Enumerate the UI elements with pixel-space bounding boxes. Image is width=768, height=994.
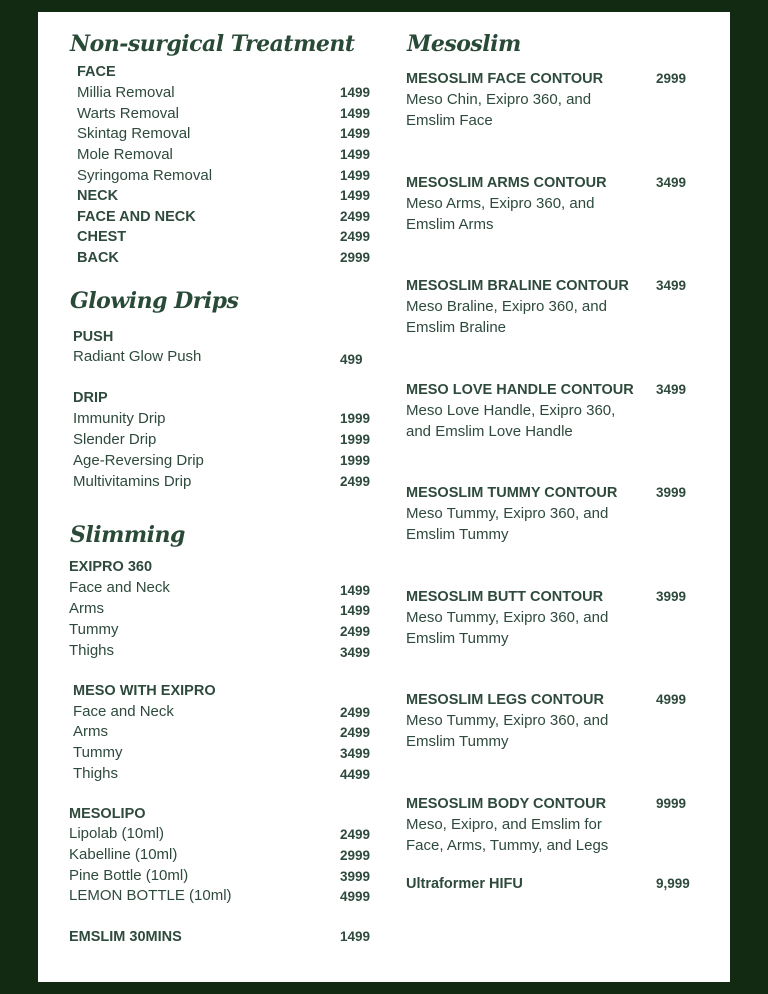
group-heading: FACE xyxy=(77,64,116,80)
package-name: MESOSLIM ARMS CONTOUR xyxy=(406,175,607,191)
package-description: Emslim Tummy xyxy=(406,630,509,647)
item-price: 2499 xyxy=(340,827,371,842)
item-name: Tummy xyxy=(73,744,123,761)
item-name: NECK xyxy=(77,188,119,204)
item-name: Tummy xyxy=(69,621,119,638)
package-price: 3999 xyxy=(656,589,687,604)
package-name: MESOSLIM BRALINE CONTOUR xyxy=(406,278,629,294)
item-price: 1499 xyxy=(340,603,371,618)
item-name: Immunity Drip xyxy=(73,410,166,427)
package-description: Meso Tummy, Exipro 360, and xyxy=(406,505,609,522)
group-heading: EXIPRO 360 xyxy=(69,559,153,575)
item-name: Arms xyxy=(73,723,108,740)
item-price: 3499 xyxy=(340,746,371,761)
package-name: MESO LOVE HANDLE CONTOUR xyxy=(406,382,634,398)
item-price: 1499 xyxy=(340,147,371,162)
item-price: 4999 xyxy=(340,889,371,904)
package-price: 3499 xyxy=(656,382,687,397)
item-price: 3999 xyxy=(340,869,371,884)
package-price: 4999 xyxy=(656,692,687,707)
item-name: Mole Removal xyxy=(77,146,173,163)
package-name: MESOSLIM FACE CONTOUR xyxy=(406,71,604,87)
package-description: Meso Tummy, Exipro 360, and xyxy=(406,609,609,626)
item-price: 1499 xyxy=(340,85,371,100)
package-name: MESOSLIM BODY CONTOUR xyxy=(406,796,607,812)
item-price: 1499 xyxy=(340,583,371,598)
item-name: Face and Neck xyxy=(73,703,174,720)
item-name: Warts Removal xyxy=(77,105,179,122)
item-name: Age-Reversing Drip xyxy=(73,452,204,469)
item-price: 1499 xyxy=(340,106,371,121)
section-title: Non-surgical Treatment xyxy=(70,31,355,57)
package-price: 9999 xyxy=(656,796,687,811)
item-price: 2999 xyxy=(340,848,371,863)
group-heading: MESOLIPO xyxy=(69,806,146,822)
group-heading: MESO WITH EXIPRO xyxy=(73,683,216,699)
package-description: Meso Arms, Exipro 360, and xyxy=(406,195,595,212)
section-title: Slimming xyxy=(70,522,185,548)
package-description: Meso Chin, Exipro 360, and xyxy=(406,91,592,108)
item-price: 1499 xyxy=(340,929,371,944)
package-name: MESOSLIM BUTT CONTOUR xyxy=(406,589,604,605)
package-price: 3999 xyxy=(656,485,687,500)
item-price: 1999 xyxy=(340,432,371,447)
item-name: Thighs xyxy=(73,765,119,782)
package-price: 9,999 xyxy=(656,876,690,891)
item-price: 1999 xyxy=(340,411,371,426)
item-name: Face and Neck xyxy=(69,579,170,596)
item-price: 2499 xyxy=(340,229,371,244)
package-name: MESOSLIM TUMMY CONTOUR xyxy=(406,485,618,501)
item-price: 1499 xyxy=(340,188,371,203)
package-price: 2999 xyxy=(656,71,687,86)
package-description: Emslim Tummy xyxy=(406,526,509,543)
section-title: Mesoslim xyxy=(407,31,521,57)
item-price: 2499 xyxy=(340,624,371,639)
item-name: Syringoma Removal xyxy=(77,167,213,184)
item-price: 1499 xyxy=(340,168,371,183)
item-name: Thighs xyxy=(69,642,115,659)
item-name: FACE AND NECK xyxy=(77,209,196,225)
item-price: 3499 xyxy=(340,645,371,660)
item-price: 4499 xyxy=(340,767,371,782)
package-price: 3499 xyxy=(656,175,687,190)
item-name: Millia Removal xyxy=(77,84,175,101)
package-description: Face, Arms, Tummy, and Legs xyxy=(406,837,609,854)
package-description: Meso Tummy, Exipro 360, and xyxy=(406,712,609,729)
package-description: Emslim Arms xyxy=(406,216,494,233)
package-description: and Emslim Love Handle xyxy=(406,423,573,440)
item-name: Slender Drip xyxy=(73,431,157,448)
item-name: Radiant Glow Push xyxy=(73,348,202,365)
package-description: Emslim Tummy xyxy=(406,733,509,750)
item-price: 499 xyxy=(340,352,363,367)
item-name: LEMON BOTTLE (10ml) xyxy=(69,887,232,904)
item-price: 2499 xyxy=(340,705,371,720)
item-price: 2499 xyxy=(340,474,371,489)
item-name: Skintag Removal xyxy=(77,125,191,142)
price-list-page xyxy=(38,12,730,982)
package-description: Emslim Braline xyxy=(406,319,507,336)
item-name: BACK xyxy=(77,250,119,266)
package-price: 3499 xyxy=(656,278,687,293)
package-description: Emslim Face xyxy=(406,112,493,129)
item-name: Arms xyxy=(69,600,104,617)
section-title: Glowing Drips xyxy=(70,288,239,314)
item-name: CHEST xyxy=(77,229,127,245)
item-name: Multivitamins Drip xyxy=(73,473,192,490)
item-price: 2999 xyxy=(340,250,371,265)
item-price: 1999 xyxy=(340,453,371,468)
package-name: Ultraformer HIFU xyxy=(406,876,523,892)
item-name: Lipolab (10ml) xyxy=(69,825,165,842)
item-name: Pine Bottle (10ml) xyxy=(69,867,189,884)
package-name: MESOSLIM LEGS CONTOUR xyxy=(406,692,604,708)
item-price: 1499 xyxy=(340,126,371,141)
group-heading: DRIP xyxy=(73,390,108,406)
group-heading: PUSH xyxy=(73,329,114,345)
item-name: EMSLIM 30MINS xyxy=(69,929,182,945)
package-description: Meso Braline, Exipro 360, and xyxy=(406,298,607,315)
package-description: Meso, Exipro, and Emslim for xyxy=(406,816,602,833)
item-price: 2499 xyxy=(340,209,371,224)
item-price: 2499 xyxy=(340,725,371,740)
item-name: Kabelline (10ml) xyxy=(69,846,178,863)
package-description: Meso Love Handle, Exipro 360, xyxy=(406,402,616,419)
